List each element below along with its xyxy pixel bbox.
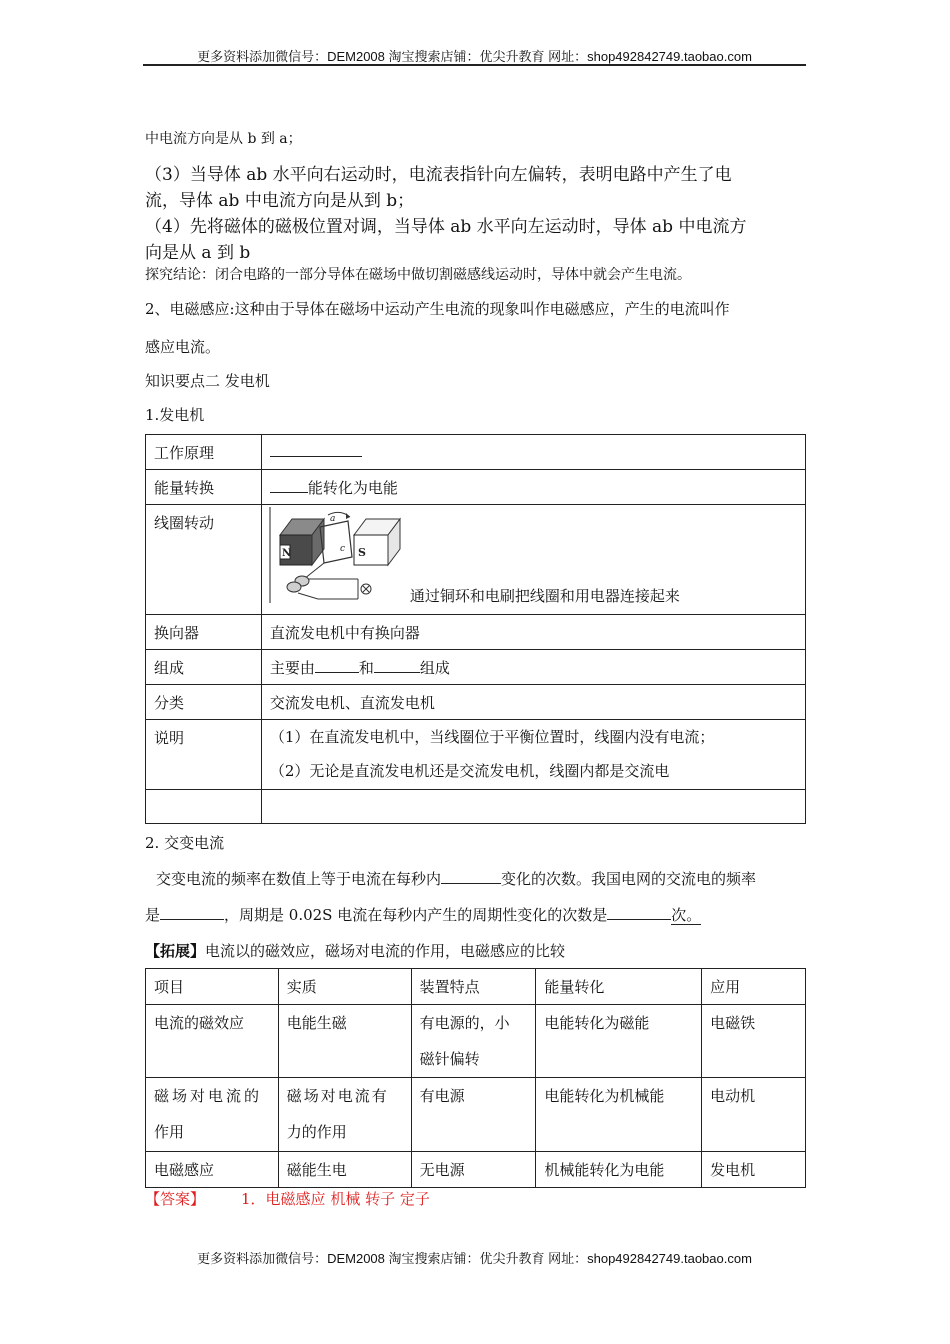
cmp-cell: 电流的磁效应 [146,1005,279,1078]
gen-label-note: 说明 [146,720,262,790]
gen-label-category: 分类 [146,685,262,720]
paragraph-step3-line2: 流，导体 ab 中电流方向是从到 b； [145,191,415,211]
gen-empty-cell [261,790,805,824]
paragraph-step4-line2: 向是从 a 到 b [145,243,251,263]
paragraph-definition-line1: 2、电磁感应:这种由于导体在磁场中运动产生电流的现象叫作电磁感应，产生的电流叫作 [145,300,730,318]
cmp-cell: 电能生磁 [278,1005,411,1078]
answer-line [145,1188,430,1209]
cmp-cell: 电能转化为磁能 [536,1005,702,1078]
gen-label-coil: 线圈转动 [146,505,262,615]
paragraph-step4-line1: （4）先将磁体的磁极位置对调，当导体 ab 水平向左运动时，导体 ab 中电流方 [145,217,747,237]
gen-value-coil [261,505,805,615]
generator-table [145,434,806,824]
page-footer: 更多资料添加微信号：DEM2008 淘宝搜索店铺：优尖升教育 网址：shop492842749.taobao.com [197,1251,752,1266]
gen-value-category: 交流发电机、直流发电机 [261,685,805,720]
paragraph-current-direction: 中电流方向是从 b 到 a； [145,131,302,147]
gen-label-composition: 组成 [146,650,262,685]
cmp-cell: 机械能转化为电能 [536,1152,702,1188]
magnet-n-label: N [281,548,291,559]
extension-title: 【拓展】电流以的磁效应，磁场对电流的作用，电磁感应的比较 [145,942,566,960]
cmp-cell: 有电源 [411,1078,536,1152]
gen-note-line1: （1）在直流发电机中，当线圈位于平衡位置时，线圈内没有电流； [269,728,715,746]
paragraph-ac-line2: 是 ，周期是 0.02S 电流在每秒内产生的周期性变化的次数是 次。 [145,906,702,924]
gen-value-principle [261,435,805,470]
cmp-cell: 磁能生电 [278,1152,411,1188]
gen-value-composition: 主要由 和 组成 [261,650,805,685]
paragraph-ac-line1: 交变电流的频率在数值上等于电流在每秒内 变化的次数。我国电网的交流电的频率 [156,870,757,888]
answer-blank [441,869,501,884]
section-heading-generator: 1.发电机 [145,406,205,424]
cmp-header-item: 项目 [146,969,279,1005]
cmp-cell: 无电源 [411,1152,536,1188]
paragraph-definition-line2: 感应电流。 [145,338,221,356]
cmp-cell: 电磁感应 [146,1152,279,1188]
cmp-cell: 磁场对电流的 作用 [146,1078,279,1152]
gen-note-line2: （2）无论是直流发电机还是交流发电机，线圈内都是交流电 [269,762,670,780]
answer-blank [607,905,671,920]
generator-diagram-figure [268,507,408,603]
cmp-header-energy: 能量转化 [536,969,702,1005]
section-heading-ac: 2. 交变电流 [145,834,225,852]
cmp-cell: 电能转化为机械能 [536,1078,702,1152]
gen-label-principle: 工作原理 [146,435,262,470]
gen-empty-cell [146,790,262,824]
answer-blank [374,658,420,673]
gen-label-energy: 能量转换 [146,470,262,505]
cmp-header-device: 装置特点 [411,969,536,1005]
magnet-s-label: S [357,546,366,559]
cmp-header-application: 应用 [702,969,806,1005]
answer-blank [270,442,362,457]
cmp-cell: 有电源的，小 磁针偏转 [411,1005,536,1078]
cmp-cell: 电动机 [702,1078,806,1152]
cmp-header-essence: 实质 [278,969,411,1005]
answer-blank [315,658,359,673]
cmp-cell: 电磁铁 [702,1005,806,1078]
gen-value-note [261,720,805,790]
answer-blank [160,905,224,920]
paragraph-step3-line1: （3）当导体 ab 水平向右运动时，电流表指针向左偏转，表明电路中产生了电 [145,165,732,185]
page-header: 更多资料添加微信号：DEM2008 淘宝搜索店铺：优尖升教育 网址：shop492842749.taobao.com [197,49,752,64]
gen-value-energy: 能转化为电能 [261,470,805,505]
paragraph-conclusion: 探究结论：闭合电路的一部分导体在磁场中做切割磁感线运动时，导体中就会产生电流。 [145,267,691,283]
coil-c-label: c [339,544,345,554]
answer-label: 【答案】 [145,1190,206,1208]
gen-coil-caption: 通过铜环和电刷把线圈和用电器连接起来 [409,587,680,605]
answer-text: 1．电磁感应 机械 转子 定子 [241,1190,430,1208]
gen-label-commutator: 换向器 [146,615,262,650]
comparison-table [145,968,806,1188]
gen-value-commutator: 直流发电机中有换向器 [261,615,805,650]
coil-a-label: a [329,514,336,524]
cmp-cell: 发电机 [702,1152,806,1188]
section-heading-point2: 知识要点二 发电机 [145,372,270,390]
answer-blank [270,478,308,493]
cmp-cell: 磁场对电流有 力的作用 [278,1078,411,1152]
header-divider [143,64,806,66]
